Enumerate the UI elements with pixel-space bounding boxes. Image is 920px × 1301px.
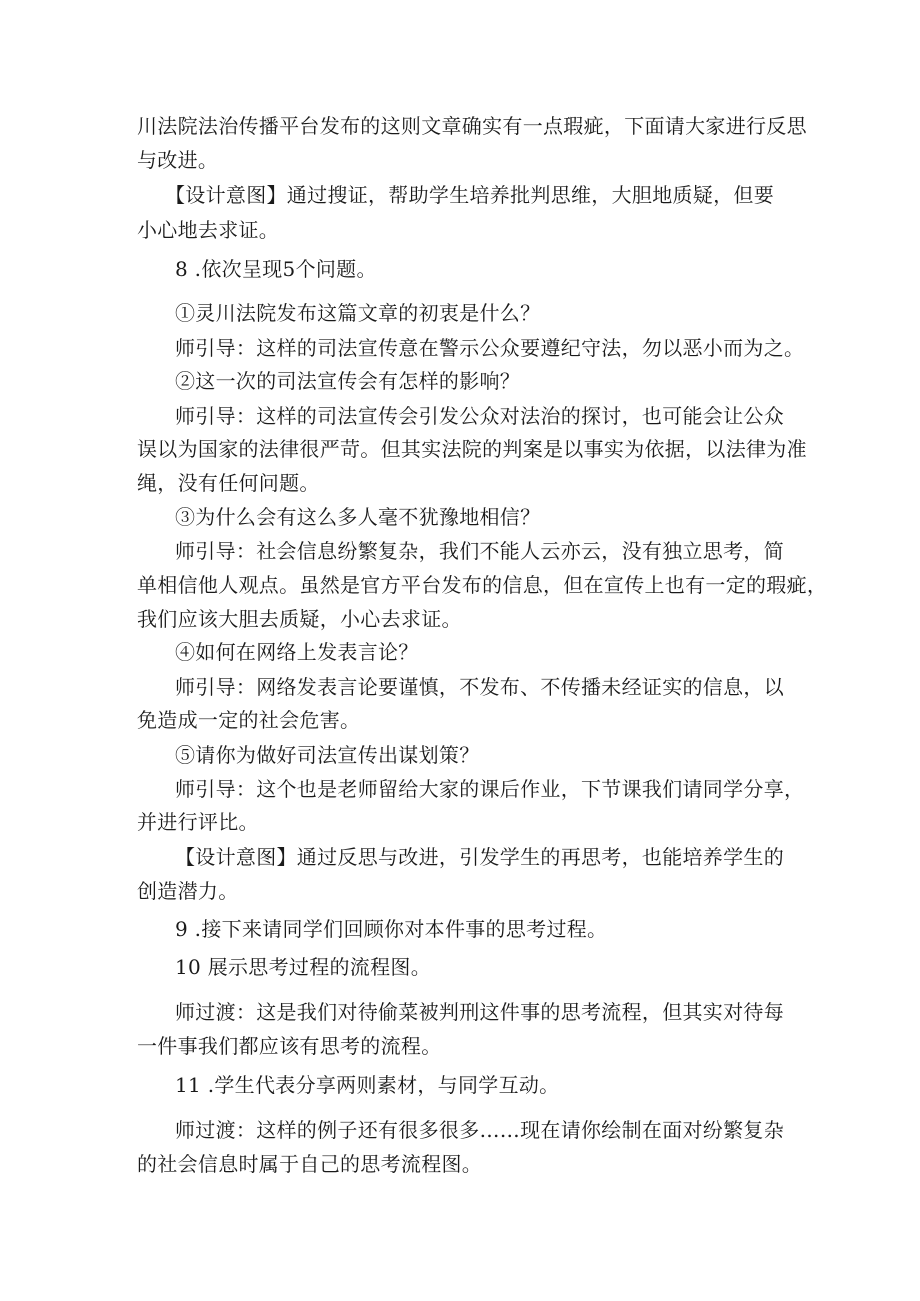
teacher-transition-line: 的社会信息时属于自己的思考流程图。 <box>137 1152 483 1176</box>
numbered-step: 9 .接下来请同学们回顾你对本件事的思考过程。 <box>175 917 608 941</box>
teacher-guidance-line: 师引导：这个也是老师留给大家的课后作业，下节课我们请同学分享， <box>175 777 805 801</box>
teacher-guidance-line: 免造成一定的社会危害。 <box>137 708 361 732</box>
teacher-guidance-line: 绳，没有任何问题。 <box>137 471 320 495</box>
teacher-guidance-line: 我们应该大胆去质疑，小心去求证。 <box>137 607 462 631</box>
design-intent-line: 【设计意图】通过反思与改进，引发学生的再思考，也能培养学生的 <box>175 845 784 869</box>
question-item: ②这一次的司法宣传会有怎样的影响？ <box>175 369 521 393</box>
teacher-guidance-line: 单相信他人观点。虽然是官方平台发布的信息，但在宣传上也有一定的瑕疵， <box>137 573 828 597</box>
question-item: ③为什么会有这么多人毫不犹豫地相信？ <box>175 505 541 529</box>
numbered-step: 10 展示思考过程的流程图。 <box>175 955 432 979</box>
teacher-guidance-line: 误以为国家的法律很严苛。但其实法院的判案是以事实为依据，以法律为准 <box>137 437 807 461</box>
teacher-guidance-line: 师引导：这样的司法宣传意在警示公众要遵纪守法，勿以恶小而为之。 <box>175 336 805 360</box>
design-intent-line: 创造潜力。 <box>137 879 239 903</box>
teacher-guidance-line: 师引导：这样的司法宣传会引发公众对法治的探讨，也可能会让公众 <box>175 404 784 428</box>
numbered-step: 11 .学生代表分享两则素材，与同学互动。 <box>175 1073 560 1097</box>
paragraph-line: 川法院法治传播平台发布的这则文章确实有一点瑕疵，下面请大家进行反思 <box>137 114 807 138</box>
numbered-step: 8 .依次呈现5个问题。 <box>175 257 377 281</box>
question-item: ⑤请你为做好司法宣传出谋划策？ <box>175 743 480 767</box>
design-intent-line: 小心地去求证。 <box>137 218 280 242</box>
teacher-transition-line: 师过渡：这是我们对待偷菜被判刑这件事的思考流程，但其实对待每 <box>175 1000 784 1024</box>
question-item: ④如何在网络上发表言论？ <box>175 640 419 664</box>
question-item: ①灵川法院发布这篇文章的初衷是什么？ <box>175 301 541 325</box>
design-intent-line: 【设计意图】通过搜证，帮助学生培养批判思维，大胆地质疑，但要 <box>165 183 774 207</box>
paragraph-line: 与改进。 <box>137 148 219 172</box>
teacher-guidance-line: 师引导：网络发表言论要谨慎，不发布、不传播未经证实的信息，以 <box>175 675 784 699</box>
teacher-transition-line: 一件事我们都应该有思考的流程。 <box>137 1034 442 1058</box>
teacher-guidance-line: 并进行评比。 <box>137 810 259 834</box>
teacher-transition-line: 师过渡：这样的例子还有很多很多……现在请你绘制在面对纷繁复杂 <box>175 1118 784 1142</box>
teacher-guidance-line: 师引导：社会信息纷繁复杂，我们不能人云亦云，没有独立思考，简 <box>175 539 784 563</box>
